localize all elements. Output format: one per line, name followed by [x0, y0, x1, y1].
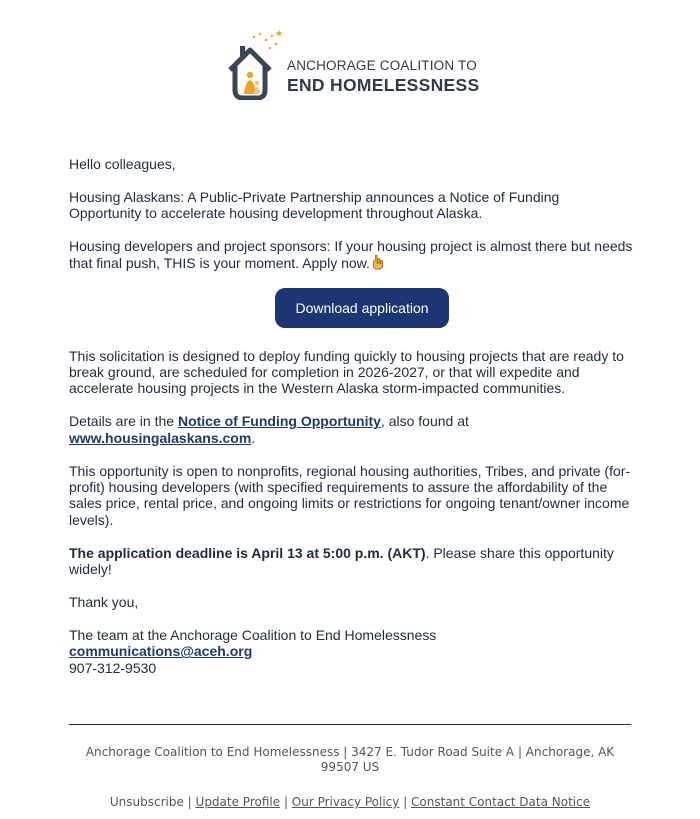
unsubscribe-link[interactable]: Unsubscribe	[109, 795, 184, 809]
intro-paragraph: Housing Alaskans: A Public-Private Partnership announces a Notice of Funding Opportunity to accelerate housing development throughout Alaska.	[69, 188, 560, 222]
pointing-down-hand-icon	[372, 255, 386, 270]
signature: The team at the Anchorage Coalition to End Homelessness	[69, 626, 437, 643]
download-application-button[interactable]: Download application	[275, 288, 449, 328]
divider	[69, 724, 631, 725]
data-notice-link[interactable]: Constant Contact Data Notice	[411, 795, 591, 809]
deadline-paragraph	[69, 545, 635, 578]
separator: |	[280, 795, 292, 809]
logo-line-2: END HOMELESSNESS	[287, 74, 480, 95]
contact-email-link[interactable]: communications@aceh.org	[69, 643, 253, 660]
email-body	[69, 156, 635, 676]
notice-of-funding-link[interactable]: Notice of Funding Opportunity	[177, 413, 381, 430]
logo-text	[287, 59, 479, 94]
update-profile-link[interactable]: Update Profile	[195, 795, 281, 809]
details-paragraph	[69, 413, 635, 446]
phone-number: 907-312-9530	[69, 659, 157, 676]
privacy-policy-link[interactable]: Our Privacy Policy	[291, 795, 400, 809]
thanks: Thank you,	[69, 594, 139, 610]
separator: |	[183, 795, 196, 809]
house-family-icon	[226, 28, 286, 100]
greeting: Hello colleagues,	[69, 156, 176, 172]
solicitation-paragraph: This solicitation is designed to deploy funding quickly to housing projects that are ready to break ground, are scheduled for completion in 2026-2027, or that will expedite and accelerate housing projects in the Western Alaska storm-impacted communities.	[69, 347, 624, 397]
separator: |	[399, 795, 412, 809]
button-row	[69, 288, 635, 328]
logo	[226, 28, 486, 100]
deadline-bold: The application deadline is April 13 at 5:00 p.m. (AKT)	[69, 544, 426, 561]
housingalaskans-link[interactable]: www.housingalaskans.com	[69, 429, 252, 446]
details-suffix: .	[251, 429, 256, 446]
signature-block	[69, 627, 635, 676]
developers-text: Housing developers and project sponsors: If your housing project is almost there but needs that final push, THIS is your moment. Apply now.	[69, 238, 633, 271]
details-prefix: Details are in the	[69, 413, 178, 430]
developers-paragraph	[69, 238, 635, 271]
deadline-rest: . Please share this opportunity widely!	[69, 544, 614, 578]
eligibility-paragraph: This opportunity is open to nonprofits, regional housing authorities, Tribes, and private (for-profit) housing developers (with specified requirements to assure the affordability of the sales price, rental price, and ongoing limits or restrictions for ongoing tenant/owner income levels).	[69, 462, 631, 528]
footer-address: Anchorage Coalition to End Homelessness | 3427 E. Tudor Road Suite A | Anchorage, AK 99507 US	[85, 745, 615, 774]
details-middle: , also found at	[380, 413, 469, 430]
logo-line-1: ANCHORAGE COALITION TO	[287, 58, 477, 73]
footer-links	[0, 795, 700, 809]
